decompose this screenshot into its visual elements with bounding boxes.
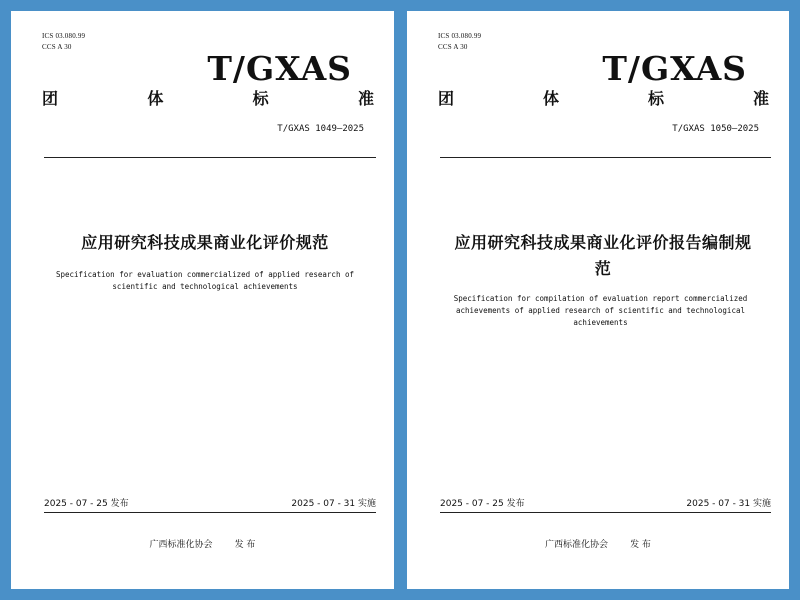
gxas-logo: T/GXAS	[207, 49, 352, 88]
gxas-logo: T/GXAS	[602, 49, 747, 88]
ccs-code: CCS A 30	[438, 43, 468, 51]
standard-type	[438, 89, 769, 109]
publisher-name: 广西标准化协会	[149, 540, 213, 550]
standard-type	[42, 89, 374, 109]
header-divider	[44, 157, 376, 158]
issue-date: 2025 - 07 - 25 发布	[440, 499, 525, 509]
publish-label: 发 布	[234, 540, 256, 550]
classification-codes	[438, 31, 481, 53]
standard-code: T/GXAS 1050—2025	[672, 124, 759, 134]
ics-code: ICS 03.080.99	[438, 32, 482, 40]
english-title: Specification for compilation of evaluation report commercialized achievements of applied research of scientific and technological achievements	[453, 294, 748, 327]
standard-cover-1049	[11, 11, 394, 589]
ics-code: ICS 03.080.99	[42, 32, 86, 40]
standard-type-char: 体	[542, 89, 559, 108]
standard-type-char: 准	[357, 89, 374, 108]
english-title: Specification for evaluation commercialized of applied research of scientific and technological achievements	[55, 270, 354, 291]
standard-type-char: 团	[438, 89, 455, 108]
implementation-date: 2025 - 07 - 31 实施	[291, 499, 376, 509]
standard-code: T/GXAS 1049—2025	[277, 124, 364, 134]
ccs-code: CCS A 30	[42, 43, 72, 51]
standard-type-char: 标	[252, 89, 269, 108]
publisher-name: 广西标准化协会	[545, 540, 609, 550]
footer-divider	[44, 512, 376, 513]
standard-type-char: 团	[42, 89, 59, 108]
header-divider	[440, 157, 771, 158]
publisher-line	[11, 539, 394, 551]
standard-type-char: 标	[647, 89, 664, 108]
footer-divider	[440, 512, 771, 513]
classification-codes	[42, 31, 85, 53]
standard-type-char: 体	[147, 89, 164, 108]
issue-date: 2025 - 07 - 25 发布	[44, 499, 129, 509]
standard-type-char: 准	[752, 89, 769, 108]
chinese-title: 应用研究科技成果商业化评价报告编制规范	[454, 233, 752, 278]
chinese-title: 应用研究科技成果商业化评价规范	[81, 233, 329, 252]
publish-label: 发 布	[630, 540, 651, 550]
implementation-date: 2025 - 07 - 31 实施	[686, 499, 771, 509]
standard-cover-1050	[407, 11, 789, 589]
publisher-line	[407, 539, 789, 551]
